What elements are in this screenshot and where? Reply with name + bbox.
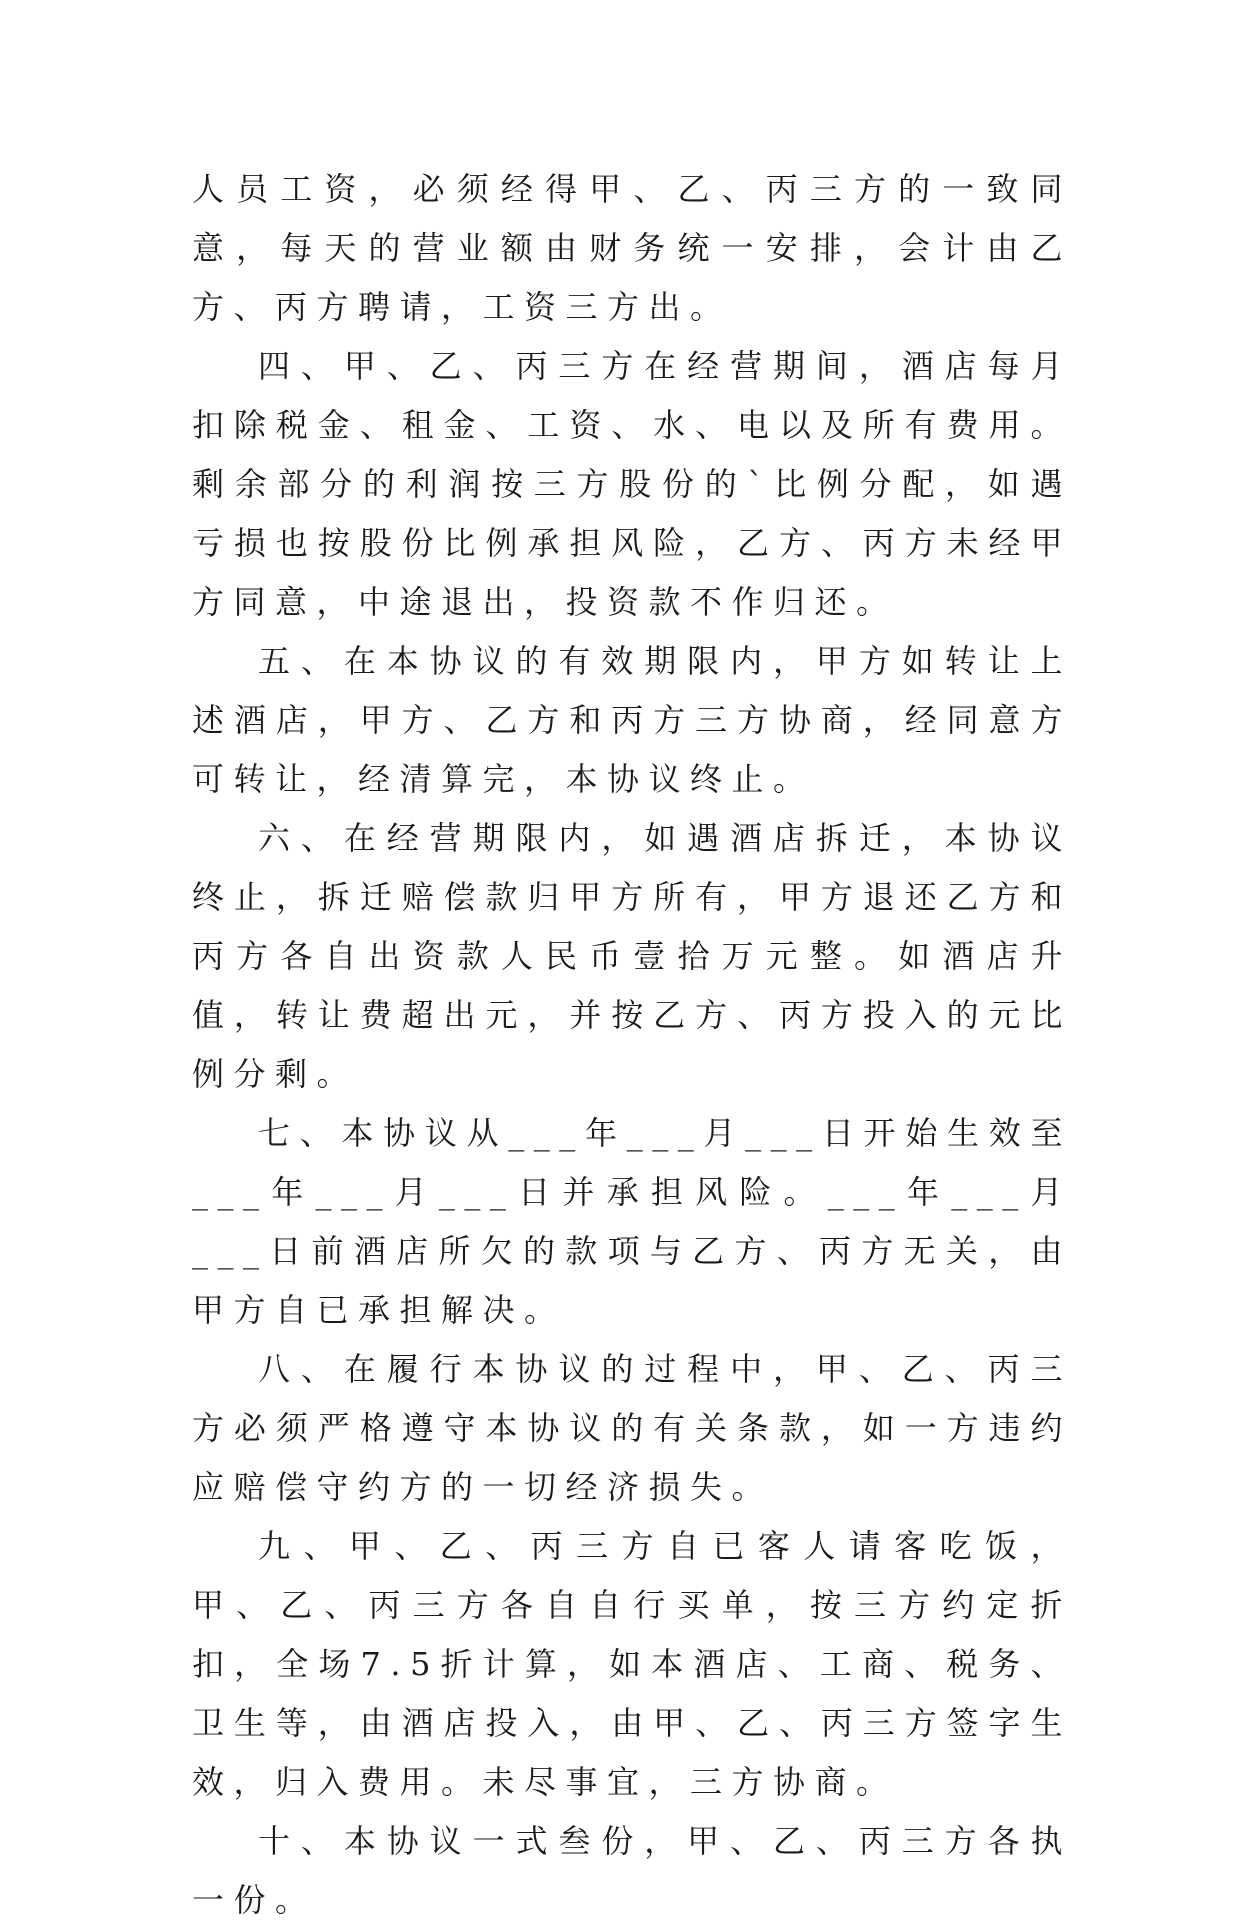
clause-8: 八、在履行本协议的过程中，甲、乙、丙三方必须严格遵守本协议的有关条款，如一方违约应赔偿守约方的一切经济损失。 <box>192 1350 1072 1506</box>
clause-6: 六、在经营期限内，如遇酒店拆迁，本协议终止，拆迁赔偿款归甲方所有，甲方退还乙方和丙方各自出资款人民币壹拾万元整。如酒店升值，转让费超出元，并按乙方、丙方投入的元比例分剩。 <box>192 819 1072 1093</box>
paragraph-continuation: 人员工资，必须经得甲、乙、丙三方的一致同意，每天的营业额由财务统一安排，会计由乙方、丙方聘请，工资三方出。 <box>192 170 1072 326</box>
clause-9: 九、甲、乙、丙三方自已客人请客吃饭，甲、乙、丙三方各自自行买单，按三方约定折扣，全场7.5折计算，如本酒店、工商、税务、卫生等，由酒店投入，由甲、乙、丙三方签字生效，归入费用。未尽事宜，三方协商。 <box>192 1527 1072 1801</box>
clause-5: 五、在本协议的有效期限内，甲方如转让上述酒店，甲方、乙方和丙方三方协商，经同意方可转让，经清算完，本协议终止。 <box>192 642 1072 798</box>
clause-4: 四、甲、乙、丙三方在经营期间，酒店每月扣除税金、租金、工资、水、电以及所有费用。剩余部分的利润按三方股份的`比例分配，如遇亏损也按股份比例承担风险，乙方、丙方未经甲方同意，中途退出，投资款不作归还。 <box>192 347 1072 621</box>
clause-7: 七、本协议从___年___月___日开始生效至___年___月___日并承担风险。___年___月___日前酒店所欠的款项与乙方、丙方无关，由甲方自已承担解决。 <box>192 1114 1072 1329</box>
clause-10: 十、本协议一式叁份，甲、乙、丙三方各执一份。 <box>192 1822 1072 1919</box>
document-body <box>192 160 1072 1930</box>
